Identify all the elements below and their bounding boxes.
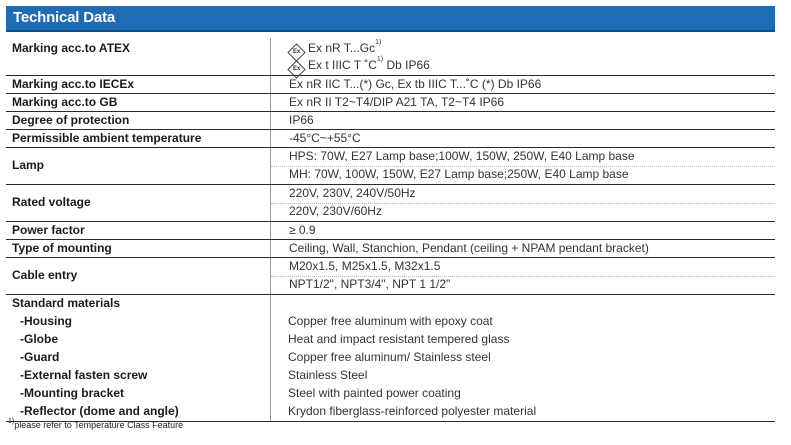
material-value-guard: Copper free aluminum/ Stainless steel	[288, 350, 491, 364]
row-value-cell	[270, 130, 775, 147]
material-value-reflector: Krydon fiberglass-reinforced polyester material	[288, 404, 537, 418]
row-label: Lamp	[12, 158, 45, 172]
row-standard-materials	[6, 295, 775, 422]
row-label: Marking acc.to ATEX	[12, 41, 131, 55]
material-value-screw: Stainless Steel	[288, 368, 368, 382]
material-label-guard: -Guard	[20, 350, 60, 364]
row-label: Rated voltage	[12, 195, 91, 209]
row-value-2: MH: 70W, 100W, 150W, E27 Lamp base;250W, E40 Lamp base	[289, 167, 629, 181]
row-label: Cable entry	[12, 268, 78, 282]
material-label-globe: -Globe	[20, 332, 58, 346]
material-label-screw: -External fasten screw	[20, 368, 148, 382]
row-atex	[6, 38, 775, 76]
row-gb	[6, 94, 775, 112]
row-mounting	[6, 240, 775, 258]
footnote-mark: 1)	[8, 418, 15, 425]
row-value-2: NPT1/2", NPT3/4", NPT 1 1/2"	[289, 277, 451, 291]
ex-symbol-icon: Ex	[287, 43, 305, 61]
row-value: ≥ 0.9	[289, 223, 316, 237]
material-value-globe: Heat and impact resistant tempered glass	[288, 332, 510, 346]
row-value-cell	[270, 76, 775, 93]
row-value: Ceiling, Wall, Stanchion, Pendant (ceiling + NPAM pendant bracket)	[289, 241, 649, 255]
row-label: Type of mounting	[12, 241, 112, 255]
row-value-2: Ex Ex t IIIC T $˚C^{1)}$ Db IP66	[289, 58, 430, 76]
material-label-housing: -Housing	[20, 314, 72, 328]
row-value-cell	[270, 222, 775, 239]
row-value: Ex nR IIC T...(*) Gc, Ex tb IIIC T...˚C (*) Db IP66	[289, 77, 542, 91]
row-value: M20x1.5, M25x1.5, M32x1.5	[289, 259, 441, 273]
row-value: HPS: 70W, E27 Lamp base;100W, 150W, 250W, E40 Lamp base	[289, 149, 635, 163]
row-value-cell	[270, 112, 775, 129]
technical-data-table	[6, 38, 775, 422]
row-value: 220V, 230V, 240V/50Hz	[289, 186, 416, 200]
material-label-bracket: -Mounting bracket	[20, 386, 124, 400]
row-value-cell	[270, 94, 775, 111]
row-value-cell	[270, 240, 775, 257]
row-label: Power factor	[12, 223, 85, 237]
material-label-reflector: -Reflector (dome and angle)	[20, 404, 179, 418]
row-value-cell	[270, 258, 775, 294]
material-value-bracket: Steel with painted power coating	[288, 386, 461, 400]
row-iecex	[6, 76, 775, 94]
row-value: IP66	[289, 113, 314, 127]
row-label: Marking acc.to IECEx	[12, 77, 135, 91]
ex-symbol-icon: Ex	[287, 60, 305, 78]
row-value-cell	[270, 185, 775, 221]
row-value: Ex nR II T2~T4/DIP A21 TA, T2~T4 IP66	[289, 95, 505, 109]
row-rated-voltage	[6, 185, 775, 222]
row-value-cell	[270, 148, 775, 184]
row-value: -45°C~+55°C	[289, 131, 361, 145]
row-power-factor	[6, 222, 775, 240]
row-label: Marking acc.to GB	[12, 95, 118, 109]
row-value: Ex Ex nR T...Gc$^{1)}$	[289, 41, 381, 59]
footnote	[8, 420, 183, 430]
footnote-text: please refer to Temperature Class Feature	[14, 420, 184, 430]
row-lamp	[6, 148, 775, 185]
row-label: Degree of protection	[12, 113, 130, 127]
row-value-2: 220V, 230V/60Hz	[289, 204, 382, 218]
section-title: Technical Data	[13, 9, 115, 26]
material-value-housing: Copper free aluminum with epoxy coat	[288, 314, 493, 328]
row-label: Permissible ambient temperature	[12, 131, 202, 145]
row-value-cell	[270, 38, 775, 75]
section-header	[6, 6, 775, 32]
row-cable-entry	[6, 258, 775, 295]
row-ambient-temperature	[6, 130, 775, 148]
row-label: Standard materials	[12, 296, 121, 310]
row-protection	[6, 112, 775, 130]
